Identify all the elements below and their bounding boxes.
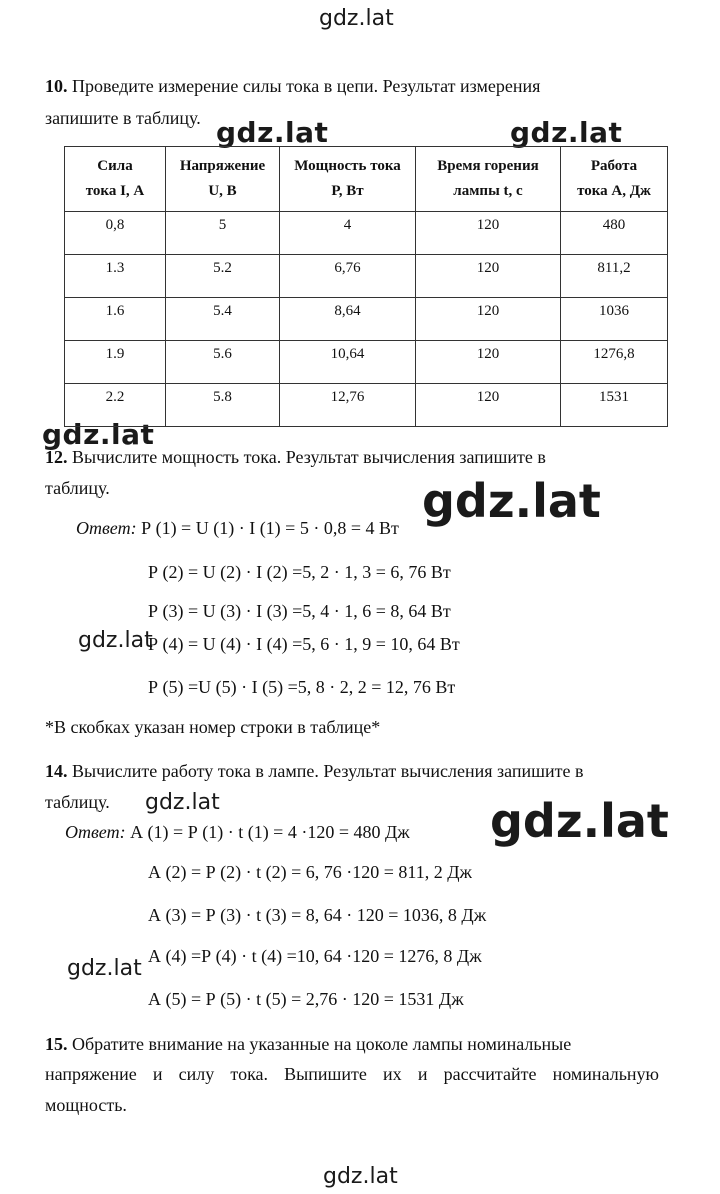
answer-label: Ответ: (65, 822, 126, 842)
table-cell: 1.6 (65, 298, 166, 341)
table-cell: 1276,8 (561, 341, 668, 384)
task14-line2: таблицу. (45, 792, 110, 812)
table-cell: 1.9 (65, 341, 166, 384)
task14-line1 (45, 761, 584, 782)
equation: Р (5) =U (5) · I (5) =5, 8 · 2, 2 = 12, 76 Вт (148, 677, 456, 697)
table-cell: 120 (416, 255, 561, 298)
watermark: gdz.lat (67, 956, 142, 981)
table-row (65, 341, 668, 384)
measurement-table (64, 146, 668, 427)
task15-text-1: Обратите внимание на указанные на цоколе лампы номинальные (72, 1034, 572, 1054)
task15-line1 (45, 1034, 659, 1055)
equation: Р (4) = U (4) · I (4) =5, 6 · 1, 9 = 10, 64 Вт (148, 634, 460, 654)
table-cell: 0,8 (65, 212, 166, 255)
table-row (65, 255, 668, 298)
task15-line3: мощность. (45, 1095, 127, 1115)
equation: А (2) = Р (2) · t (2) = 6, 76 ·120 = 811, 2 Дж (148, 862, 472, 882)
equation: Р (2) = U (2) · I (2) =5, 2 · 1, 3 = 6, 76 Вт (148, 562, 451, 582)
task15-line2: напряжение и силу тока. Выпишите их и рассчитайте номинальную (45, 1064, 659, 1084)
task10-text-1: Проведите измерение силы тока в цепи. Результат измерения (72, 76, 541, 96)
table-header-power: Мощность тока Р, Вт (280, 147, 416, 212)
task12-line1 (45, 447, 546, 468)
task14-answer-1 (65, 822, 410, 843)
equation: А (1) = Р (1) · t (1) = 4 ·120 = 480 Дж (130, 822, 410, 842)
task15-number: 15. (45, 1034, 68, 1054)
table-cell: 5.8 (166, 384, 280, 427)
table-cell: 1531 (561, 384, 668, 427)
table-row (65, 384, 668, 427)
table-cell: 5 (166, 212, 280, 255)
table-header-row (65, 147, 668, 212)
table-cell: 120 (416, 298, 561, 341)
watermark: gdz.lat (510, 116, 623, 149)
watermark-bottom: gdz.lat (323, 1164, 398, 1189)
table-cell: 811,2 (561, 255, 668, 298)
task12-answer-1 (76, 518, 399, 539)
table-cell: 5.4 (166, 298, 280, 341)
table-cell: 1.3 (65, 255, 166, 298)
equation: А (3) = Р (3) · t (3) = 8, 64 · 120 = 1036, 8 Дж (148, 905, 487, 925)
task12-text-1: Вычислите мощность тока. Результат вычисления запишите в (72, 447, 546, 467)
table-cell: 5.2 (166, 255, 280, 298)
table-header-current: Сила тока I, А (65, 147, 166, 212)
table-cell: 120 (416, 341, 561, 384)
task10-line1 (45, 76, 540, 97)
equation: А (5) = Р (5) · t (5) = 2,76 · 120 = 1531 Дж (148, 989, 464, 1009)
table-cell: 5.6 (166, 341, 280, 384)
watermark: gdz.lat (42, 418, 155, 451)
table-cell: 120 (416, 384, 561, 427)
watermark: gdz.lat (216, 116, 329, 149)
table-header-time: Время горения лампы t, с (416, 147, 561, 212)
table-cell: 120 (416, 212, 561, 255)
table-note: *В скобках указан номер строки в таблице* (45, 717, 381, 737)
table-cell: 6,76 (280, 255, 416, 298)
table-cell: 10,64 (280, 341, 416, 384)
task10-line2: запишите в таблицу. (45, 108, 201, 128)
table-cell: 12,76 (280, 384, 416, 427)
table-cell: 480 (561, 212, 668, 255)
table-cell: 8,64 (280, 298, 416, 341)
table-cell: 2.2 (65, 384, 166, 427)
watermark: gdz.lat (145, 790, 220, 815)
watermark-large: gdz.lat (490, 794, 669, 848)
table-row (65, 298, 668, 341)
answer-label: Ответ: (76, 518, 137, 538)
task10-number: 10. (45, 76, 68, 96)
table-cell: 4 (280, 212, 416, 255)
watermark: gdz.lat (78, 628, 153, 653)
equation: Р (1) = U (1) · I (1) = 5 · 0,8 = 4 Вт (141, 518, 399, 538)
watermark-large: gdz.lat (422, 474, 601, 528)
table-header-voltage: Напряжение U, В (166, 147, 280, 212)
task12-number: 12. (45, 447, 68, 467)
task12-line2: таблицу. (45, 478, 110, 498)
watermark-top: gdz.lat (319, 6, 394, 31)
table-row (65, 212, 668, 255)
table-header-work: Работа тока А, Дж (561, 147, 668, 212)
task14-number: 14. (45, 761, 68, 781)
equation: Р (3) = U (3) · I (3) =5, 4 · 1, 6 = 8, 64 Вт (148, 601, 451, 621)
task14-text-1: Вычислите работу тока в лампе. Результат вычисления запишите в (72, 761, 584, 781)
equation: А (4) =Р (4) · t (4) =10, 64 ·120 = 1276, 8 Дж (148, 946, 482, 966)
table-cell: 1036 (561, 298, 668, 341)
